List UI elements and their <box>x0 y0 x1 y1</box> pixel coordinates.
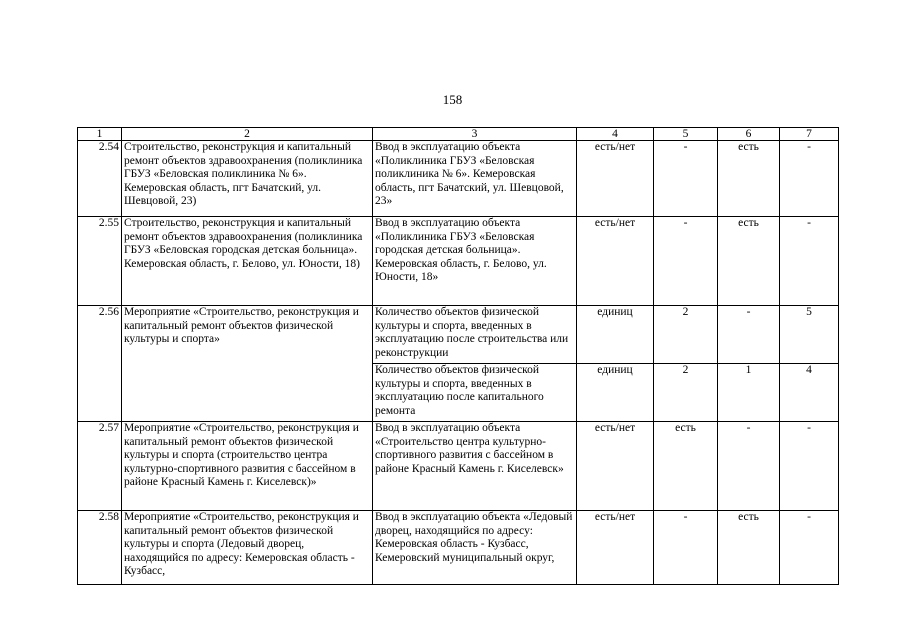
unit-cell: есть/нет <box>577 141 654 217</box>
unit-cell: единиц <box>577 364 654 422</box>
value-cell: 1 <box>718 364 780 422</box>
row-number: 2.55 <box>78 217 122 306</box>
table-row <box>78 306 839 364</box>
value-cell: - <box>718 306 780 364</box>
value-cell: 4 <box>780 364 839 422</box>
value-cell: - <box>780 217 839 306</box>
value-cell: - <box>780 511 839 585</box>
table-row <box>78 141 839 217</box>
result-cell: Ввод в эксплуатацию объекта «Строительство центра культурно-спортивного развития с бассейном в районе Красный Камень г. Киселевск» <box>373 422 577 511</box>
result-cell: Количество объектов физической культуры и спорта, введенных в эксплуатацию после строительства или реконструкции <box>373 306 577 364</box>
result-cell: Ввод в эксплуатацию объекта «Поликлиника ГБУЗ «Беловская городская детская больница». Кемеровская область, г. Белово, ул. Юности, 18» <box>373 217 577 306</box>
column-header: 4 <box>577 128 654 141</box>
result-cell: Количество объектов физической культуры и спорта, введенных в эксплуатацию после капитального ремонта <box>373 364 577 422</box>
value-cell: есть <box>718 141 780 217</box>
column-header: 3 <box>373 128 577 141</box>
unit-cell: есть/нет <box>577 217 654 306</box>
result-cell: Ввод в эксплуатацию объекта «Ледовый дворец, находящийся по адресу: Кемеровская область - Кузбасс, Кемеровский муниципальный округ, <box>373 511 577 585</box>
value-cell: - <box>654 217 718 306</box>
column-header: 5 <box>654 128 718 141</box>
value-cell: - <box>654 511 718 585</box>
table-row <box>78 217 839 306</box>
value-cell: 2 <box>654 364 718 422</box>
event-cell: Строительство, реконструкция и капитальный ремонт объектов здравоохранения (поликлиника ГБУЗ «Беловская городская детская больница». Кемеровская область, г. Белово, ул. Юности, 18) <box>122 217 373 306</box>
event-cell: Мероприятие «Строительство, реконструкция и капитальный ремонт объектов физической культуры и спорта» <box>122 306 373 422</box>
value-cell: - <box>780 141 839 217</box>
column-header: 1 <box>78 128 122 141</box>
column-header: 6 <box>718 128 780 141</box>
event-cell: Строительство, реконструкция и капитальный ремонт объектов здравоохранения (поликлиника ГБУЗ «Беловская поликлиника № 6». Кемеровская область, пгт Бачатский, ул. Шевцовой, 23) <box>122 141 373 217</box>
page-number: 158 <box>442 92 463 107</box>
value-cell: есть <box>718 511 780 585</box>
unit-cell: есть/нет <box>577 422 654 511</box>
value-cell: - <box>718 422 780 511</box>
event-cell: Мероприятие «Строительство, реконструкция и капитальный ремонт объектов физической культуры и спорта (строительство центра культурно-спортивного развития с бассейном в районе Красный Камень г. Киселевск)» <box>122 422 373 511</box>
value-cell: 5 <box>780 306 839 364</box>
table-row <box>78 511 839 585</box>
value-cell: - <box>780 422 839 511</box>
value-cell: есть <box>718 217 780 306</box>
unit-cell: есть/нет <box>577 511 654 585</box>
row-number: 2.56 <box>78 306 122 422</box>
header-row <box>78 128 839 141</box>
result-cell: Ввод в эксплуатацию объекта «Поликлиника ГБУЗ «Беловская поликлиника № 6». Кемеровская область, пгт Бачатский, ул. Шевцовой, 23» <box>373 141 577 217</box>
column-header: 2 <box>122 128 373 141</box>
indicators-table <box>77 127 839 585</box>
row-number: 2.58 <box>78 511 122 585</box>
column-header: 7 <box>780 128 839 141</box>
value-cell: есть <box>654 422 718 511</box>
value-cell: - <box>654 141 718 217</box>
unit-cell: единиц <box>577 306 654 364</box>
table-row <box>78 422 839 511</box>
row-number: 2.57 <box>78 422 122 511</box>
event-cell: Мероприятие «Строительство, реконструкция и капитальный ремонт объектов физической культуры и спорта (Ледовый дворец, находящийся по адресу: Кемеровская область - Кузбасс, <box>122 511 373 585</box>
value-cell: 2 <box>654 306 718 364</box>
row-number: 2.54 <box>78 141 122 217</box>
